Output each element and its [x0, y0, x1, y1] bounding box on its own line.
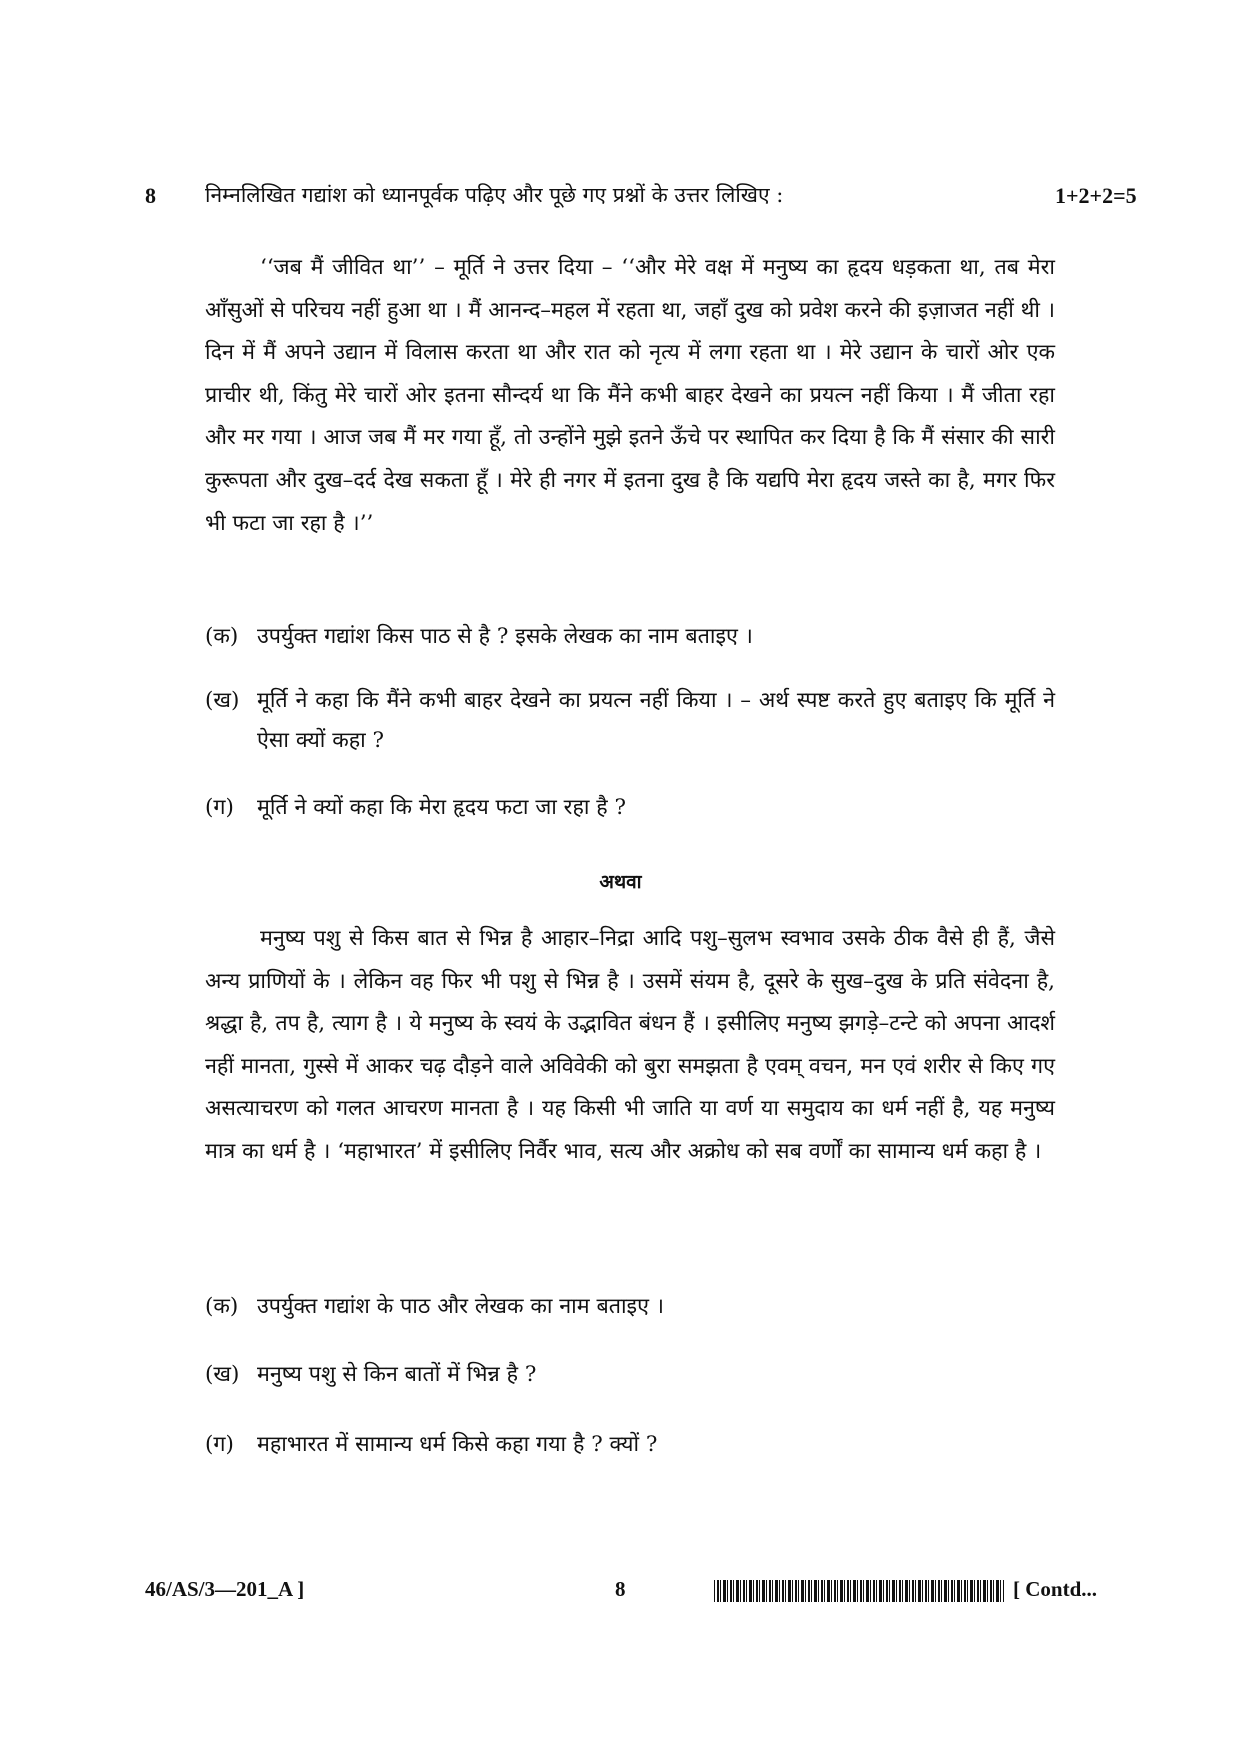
question-label: (ग)	[205, 795, 234, 820]
question-label: (ग)	[205, 1432, 234, 1457]
question-text: उपर्युक्त गद्यांश के पाठ और लेखक का नाम बताइए ।	[257, 1294, 664, 1319]
question-label: (क)	[205, 624, 239, 649]
question-number: 8	[145, 183, 156, 208]
passage-one-question-ka	[205, 617, 1055, 657]
passage-two-question-kha	[205, 1355, 1055, 1395]
barcode-icon	[714, 1580, 1004, 1602]
question-label: (क)	[205, 1294, 239, 1319]
passage-one: ‘‘जब मैं जीवित था’’ – मूर्ति ने उत्तर दिया – ‘‘और मेरे वक्ष में मनुष्य का हृदय धड़कता था, तब मेरा आँसुओं से परिचय नहीं हुआ था । मैं आनन्द–महल में रहता था, जहाँ दुख को प्रवेश करने की इज़ाजत नहीं थी । दिन में मैं अपने उद्यान में विलास करता था और रात को नृत्य में लगा रहता था । मेरे उद्यान के चारों ओर एक प्राचीर थी, किंतु मेरे चारों ओर इतना सौन्दर्य था कि मैंने कभी बाहर देखने का प्रयत्न नहीं किया । मैं जीता रहा और मर गया । आज जब मैं मर गया हूँ, तो उन्होंने मुझे इतने ऊँचे पर स्थापित कर दिया है कि मैं संसार की सारी कुरूपता और दुख–दर्द देख सकता हूँ । मेरे ही नगर में इतना दुख है कि यद्यपि मेरा हृदय जस्ते का है, मगर फिर भी फटा जा रहा है ।’’	[205, 255, 1055, 536]
question-text: मूर्ति ने क्यों कहा कि मेरा हृदय फटा जा रहा है ?	[257, 795, 627, 820]
passage-one-question-kha	[205, 681, 1055, 761]
question-text: उपर्युक्त गद्यांश किस पाठ से है ? इसके लेखक का नाम बताइए ।	[257, 624, 753, 649]
question-text: महाभारत में सामान्य धर्म किसे कहा गया है ? क्यों ?	[257, 1432, 658, 1457]
question-text: मूर्ति ने कहा कि मैंने कभी बाहर देखने का प्रयत्न नहीं किया । – अर्थ स्पष्ट करते हुए बताइए कि मूर्ति ने ऐसा क्यों कहा ?	[257, 688, 1055, 753]
passage-two-question-ka	[205, 1287, 1055, 1327]
or-separator: अथवा	[599, 871, 642, 893]
question-label: (ख)	[205, 1362, 240, 1387]
question-text: मनुष्य पशु से किन बातों में भिन्न है ?	[257, 1362, 537, 1387]
question-instruction: निम्नलिखित गद्यांश को ध्यानपूर्वक पढ़िए और पूछे गए प्रश्नों के उत्तर लिखिए :	[205, 183, 784, 207]
passage-one-question-ga	[205, 788, 1055, 828]
passage-two-question-ga	[205, 1425, 1055, 1465]
marks-allocation: 1+2+2=5	[1055, 183, 1137, 208]
page-number: 8	[615, 1577, 626, 1601]
passage-two: मनुष्य पशु से किस बात से भिन्न है आहार–निद्रा आदि पशु–सुलभ स्वभाव उसके ठीक वैसे ही हैं, जैसे अन्य प्राणियों के । लेकिन वह फिर भी पशु से भिन्न है । उसमें संयम है, दूसरे के सुख–दुख के प्रति संवेदना है, श्रद्धा है, तप है, त्याग है । ये मनुष्य के स्वयं के उद्भावित बंधन हैं । इसीलिए मनुष्य झगड़े–टन्टे को अपना आदर्श नहीं मानता, गुस्से में आकर चढ़ दौड़ने वाले अविवेकी को बुरा समझता है एवम् वचन, मन एवं शरीर से किए गए असत्याचरण को गलत आचरण मानता है । यह किसी भी जाति या वर्ण या समुदाय का धर्म नहीं है, यह मनुष्य मात्र का धर्म है । ‘महाभारत’ में इसीलिए निर्वैर भाव, सत्य और अक्रोध को सब वर्णों का सामान्य धर्म कहा है ।	[205, 926, 1055, 1164]
question-label: (ख)	[205, 688, 240, 713]
paper-code: 46/AS/3—201_A ]	[145, 1577, 305, 1601]
continued-label: [ Contd...	[1013, 1577, 1098, 1601]
